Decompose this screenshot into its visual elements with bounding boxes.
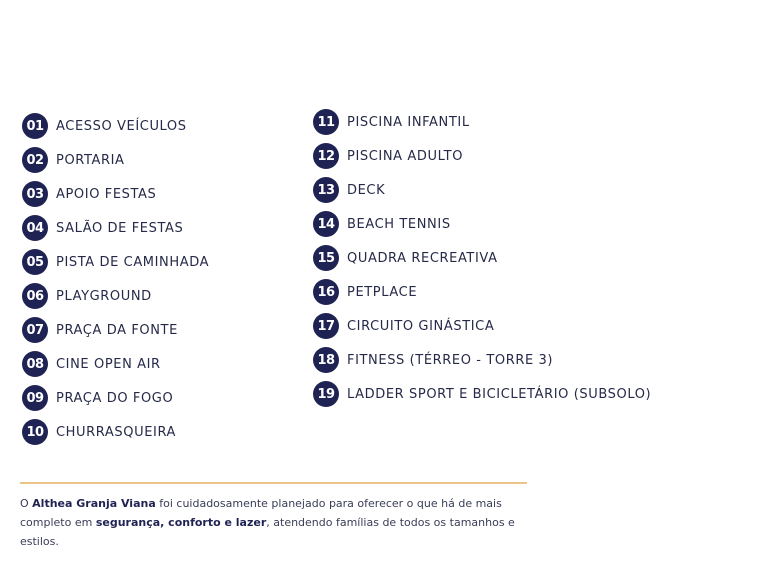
legend-item-11 (313, 105, 651, 139)
legend-label: QUADRA RECREATIVA (347, 250, 498, 266)
number-badge: 09 (22, 385, 48, 411)
legend-item-13 (313, 173, 651, 207)
number-badge: 07 (22, 317, 48, 343)
legend-item-05 (22, 245, 209, 279)
legend-label: PLAYGROUND (56, 288, 152, 304)
legend-label: ACESSO VEÍCULOS (56, 118, 187, 134)
legend-item-16 (313, 275, 651, 309)
legend-label: SALÃO DE FESTAS (56, 220, 184, 236)
footer-text: , atendendo famílias de todos os tamanhos e estilos. (20, 516, 515, 548)
number-badge: 04 (22, 215, 48, 241)
number-badge: 10 (22, 419, 48, 445)
footer-text: O (20, 497, 33, 510)
number-badge: 18 (313, 347, 339, 373)
footer-brand: Althea Granja Viana (32, 497, 156, 510)
legend-label: PRAÇA DA FONTE (56, 322, 178, 338)
footer-description (20, 494, 540, 551)
legend-item-19 (313, 377, 651, 411)
footer-highlight: segurança, conforto e lazer (95, 516, 267, 529)
legend-item-01 (22, 109, 209, 143)
number-badge: 12 (313, 143, 339, 169)
number-badge: 16 (313, 279, 339, 305)
legend-item-07 (22, 313, 209, 347)
number-badge: 11 (313, 109, 339, 135)
legend-item-18 (313, 343, 651, 377)
legend-label: FITNESS (TÉRREO - TORRE 3) (347, 352, 554, 368)
legend-item-09 (22, 381, 209, 415)
legend-item-10 (22, 415, 209, 449)
legend-item-06 (22, 279, 209, 313)
legend-label: DECK (347, 182, 386, 198)
footer-text: foi cuidadosamente planejado para oferecer o que há de mais completo em (20, 497, 502, 529)
number-badge: 01 (22, 113, 48, 139)
legend-label: PISCINA ADULTO (347, 148, 464, 164)
legend-label: PRAÇA DO FOGO (56, 390, 174, 406)
legend-label: CIRCUITO GINÁSTICA (347, 318, 495, 334)
number-badge: 02 (22, 147, 48, 173)
number-badge: 08 (22, 351, 48, 377)
legend-label: LADDER SPORT E BICICLETÁRIO (SUBSOLO) (347, 386, 652, 402)
legend-label: CHURRASQUEIRA (56, 424, 177, 440)
number-badge: 06 (22, 283, 48, 309)
legend-item-17 (313, 309, 651, 343)
legend-item-03 (22, 177, 209, 211)
number-badge: 17 (313, 313, 339, 339)
number-badge: 14 (313, 211, 339, 237)
legend-label: PORTARIA (56, 152, 125, 168)
legend-right-column (313, 105, 651, 411)
legend-label: BEACH TENNIS (347, 216, 451, 232)
legend-label: PISCINA INFANTIL (347, 114, 470, 130)
number-badge: 03 (22, 181, 48, 207)
legend-item-15 (313, 241, 651, 275)
legend-item-04 (22, 211, 209, 245)
legend-label: APOIO FESTAS (56, 186, 157, 202)
number-badge: 15 (313, 245, 339, 271)
legend-left-column (22, 109, 209, 449)
legend-item-08 (22, 347, 209, 381)
legend-label: PETPLACE (347, 284, 418, 300)
number-badge: 05 (22, 249, 48, 275)
legend-item-02 (22, 143, 209, 177)
legend-label: CINE OPEN AIR (56, 356, 161, 372)
number-badge: 13 (313, 177, 339, 203)
legend-item-12 (313, 139, 651, 173)
divider-line (20, 482, 527, 484)
legend-label: PISTA DE CAMINHADA (56, 254, 210, 270)
legend-item-14 (313, 207, 651, 241)
number-badge: 19 (313, 381, 339, 407)
